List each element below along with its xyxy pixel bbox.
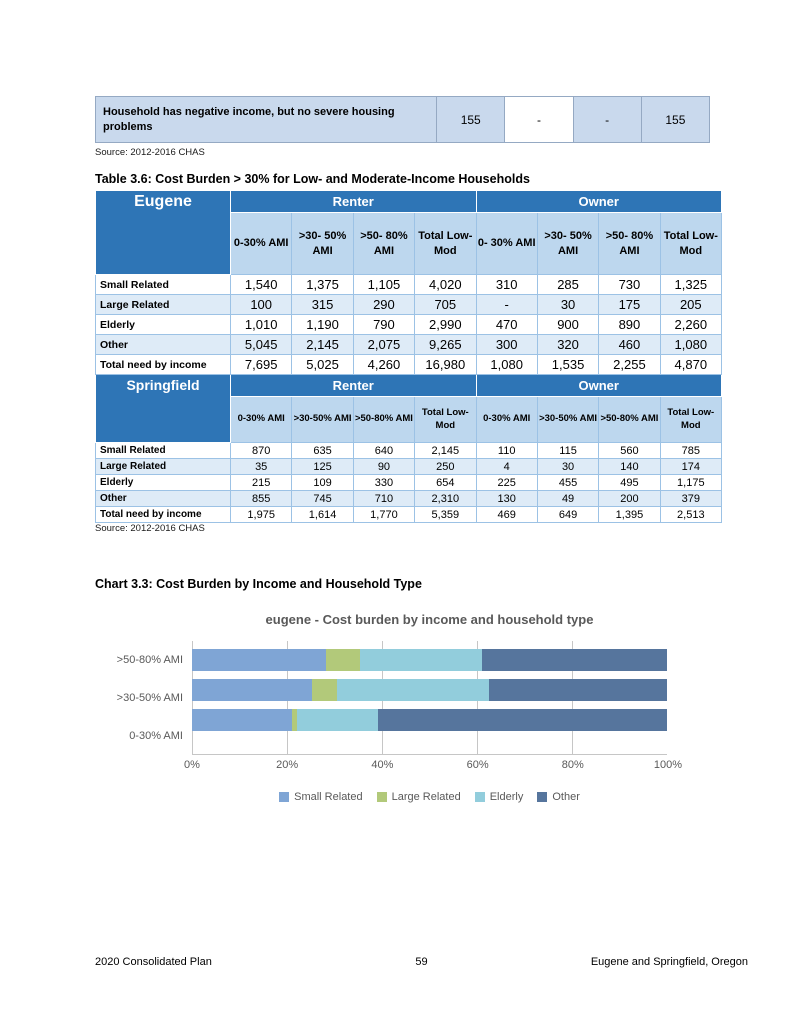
bar-segment-small-related	[192, 679, 312, 701]
column-header: 0-30% AMI	[476, 397, 537, 443]
data-cell: 4,020	[415, 275, 476, 295]
header-row	[96, 375, 722, 397]
chart-heading: Chart 3.3: Cost Burden by Income and Household Type	[95, 577, 422, 591]
table-row	[96, 491, 722, 507]
plot-area	[192, 641, 667, 755]
data-cell: 870	[231, 443, 292, 459]
table-row	[96, 459, 722, 475]
data-cell: 200	[599, 491, 660, 507]
footer-left: 2020 Consolidated Plan	[95, 956, 212, 968]
legend-item	[279, 791, 362, 803]
column-header: >30-50% AMI	[537, 397, 598, 443]
data-cell: 560	[599, 443, 660, 459]
data-cell: 705	[415, 295, 476, 315]
data-cell: 654	[415, 475, 476, 491]
bar-segment-elderly	[360, 649, 483, 671]
tenure-header-renter: Renter	[231, 191, 477, 213]
data-cell: 109	[292, 475, 353, 491]
data-cell: 4	[476, 459, 537, 475]
bar-segment-elderly	[337, 679, 488, 701]
data-cell: 710	[353, 491, 414, 507]
table-row	[96, 355, 722, 375]
legend-swatch	[279, 792, 289, 802]
data-cell: 175	[599, 295, 660, 315]
data-cell: 1,770	[353, 507, 414, 523]
bar-segment-elderly	[297, 709, 377, 731]
data-cell: 790	[353, 315, 414, 335]
cost-burden-table	[95, 190, 722, 523]
row-label: Other	[96, 491, 231, 507]
table-row	[96, 335, 722, 355]
data-cell: 1,975	[231, 507, 292, 523]
row-label: Large Related	[96, 295, 231, 315]
stacked-bar	[192, 709, 667, 731]
negative-income-table	[95, 96, 710, 143]
data-cell: 205	[660, 295, 721, 315]
column-header: >50-80% AMI	[599, 397, 660, 443]
column-header: Total Low-Mod	[415, 397, 476, 443]
table-row	[96, 443, 722, 459]
data-cell: 320	[537, 335, 598, 355]
x-tick-label: 40%	[371, 759, 394, 771]
data-cell: 125	[292, 459, 353, 475]
data-cell: 155	[641, 97, 709, 143]
data-cell: 7,695	[231, 355, 292, 375]
bar-segment-small-related	[192, 649, 326, 671]
data-cell: 1,190	[292, 315, 353, 335]
data-cell: 225	[476, 475, 537, 491]
data-cell: 16,980	[415, 355, 476, 375]
legend-swatch	[377, 792, 387, 802]
data-cell: 649	[537, 507, 598, 523]
data-cell: -	[476, 295, 537, 315]
data-cell: 30	[537, 295, 598, 315]
x-tick-label: 100%	[653, 759, 683, 771]
stacked-bar	[192, 679, 667, 701]
data-cell: 640	[353, 443, 414, 459]
data-cell: 470	[476, 315, 537, 335]
column-header: Total Low- Mod	[660, 213, 721, 275]
x-tick-label: 0%	[184, 759, 200, 771]
city-header-eugene: Eugene	[96, 191, 231, 275]
category-label: 0-30% AMI	[129, 730, 183, 742]
data-cell: 330	[353, 475, 414, 491]
data-cell: 2,310	[415, 491, 476, 507]
data-cell: 1,080	[660, 335, 721, 355]
data-cell: 130	[476, 491, 537, 507]
stacked-bar	[192, 649, 667, 671]
legend-swatch	[537, 792, 547, 802]
x-tick-label: 60%	[466, 759, 489, 771]
data-cell: 5,359	[415, 507, 476, 523]
data-cell: -	[505, 97, 573, 143]
data-cell: 455	[537, 475, 598, 491]
bar-segment-other	[378, 709, 667, 731]
tenure-header-owner: Owner	[476, 375, 722, 397]
legend-label: Small Related	[294, 791, 363, 803]
data-cell: 2,255	[599, 355, 660, 375]
city-header-springfield: Springfield	[96, 375, 231, 443]
data-cell: 115	[537, 443, 598, 459]
bar-segment-other	[482, 649, 667, 671]
data-cell: 469	[476, 507, 537, 523]
legend-label: Large Related	[391, 791, 461, 803]
bar-segment-small-related	[192, 709, 292, 731]
data-cell: 140	[599, 459, 660, 475]
data-cell: 1,395	[599, 507, 660, 523]
table-title: Table 3.6: Cost Burden > 30% for Low- and Moderate-Income Households	[95, 172, 530, 186]
data-cell: 1,175	[660, 475, 721, 491]
row-label: Household has negative income, but no severe housing problems	[96, 97, 437, 143]
data-cell: 5,045	[231, 335, 292, 355]
legend-item	[475, 791, 524, 803]
data-cell: 495	[599, 475, 660, 491]
table-row	[96, 295, 722, 315]
data-cell: 785	[660, 443, 721, 459]
legend-swatch	[475, 792, 485, 802]
data-cell: 35	[231, 459, 292, 475]
table-row	[96, 475, 722, 491]
data-cell: 90	[353, 459, 414, 475]
legend-label: Other	[552, 791, 580, 803]
row-label: Small Related	[96, 275, 231, 295]
data-cell: 250	[415, 459, 476, 475]
category-label: >30-50% AMI	[116, 692, 183, 704]
data-cell: 379	[660, 491, 721, 507]
data-cell: 4,870	[660, 355, 721, 375]
bar-segment-large-related	[312, 679, 337, 701]
row-label: Large Related	[96, 459, 231, 475]
column-header: >50- 80% AMI	[599, 213, 660, 275]
data-cell: 1,105	[353, 275, 414, 295]
data-cell: 890	[599, 315, 660, 335]
data-cell: 635	[292, 443, 353, 459]
row-label: Elderly	[96, 475, 231, 491]
data-cell: 30	[537, 459, 598, 475]
row-label: Other	[96, 335, 231, 355]
data-cell: 5,025	[292, 355, 353, 375]
data-cell: 1,535	[537, 355, 598, 375]
data-cell: 174	[660, 459, 721, 475]
legend-label: Elderly	[489, 791, 524, 803]
page-number: 59	[415, 956, 428, 968]
bar-segment-other	[489, 679, 667, 701]
data-cell: 2,145	[415, 443, 476, 459]
tenure-header-renter: Renter	[231, 375, 477, 397]
data-cell: 745	[292, 491, 353, 507]
bar-segment-large-related	[326, 649, 360, 671]
header-row	[96, 191, 722, 213]
chart-canvas	[95, 641, 707, 755]
data-cell: 9,265	[415, 335, 476, 355]
cost-burden-chart	[95, 604, 707, 803]
column-header: Total Low- Mod	[660, 397, 721, 443]
data-cell: 1,080	[476, 355, 537, 375]
column-header: >30- 50% AMI	[537, 213, 598, 275]
data-cell: 2,513	[660, 507, 721, 523]
row-label: Total need by income	[96, 507, 231, 523]
data-cell: 290	[353, 295, 414, 315]
x-tick-label: 80%	[561, 759, 584, 771]
legend-item	[377, 791, 461, 803]
data-cell: 460	[599, 335, 660, 355]
data-cell: 2,145	[292, 335, 353, 355]
data-cell: -	[573, 97, 641, 143]
column-header: 0-30% AMI	[231, 397, 292, 443]
data-cell: 285	[537, 275, 598, 295]
category-axis	[95, 641, 192, 755]
data-cell: 855	[231, 491, 292, 507]
data-cell: 1,614	[292, 507, 353, 523]
data-cell: 730	[599, 275, 660, 295]
column-header: >30-50% AMI	[292, 397, 353, 443]
page-footer	[95, 956, 748, 972]
data-cell: 49	[537, 491, 598, 507]
table-row	[96, 315, 722, 335]
table-row	[96, 507, 722, 523]
data-cell: 1,375	[292, 275, 353, 295]
data-cell: 1,325	[660, 275, 721, 295]
table-row	[96, 97, 710, 143]
data-cell: 1,010	[231, 315, 292, 335]
x-tick-label: 20%	[276, 759, 299, 771]
column-header: Total Low- Mod	[415, 213, 476, 275]
source-note: Source: 2012-2016 CHAS	[95, 523, 205, 534]
chart-title: eugene - Cost burden by income and household type	[265, 612, 594, 627]
data-cell: 900	[537, 315, 598, 335]
column-header: >50- 80% AMI	[353, 213, 414, 275]
x-axis	[184, 759, 683, 773]
footer-right: Eugene and Springfield, Oregon	[590, 956, 748, 968]
data-cell: 4,260	[353, 355, 414, 375]
data-cell: 300	[476, 335, 537, 355]
column-header: 0- 30% AMI	[476, 213, 537, 275]
data-cell: 315	[292, 295, 353, 315]
chart-legend	[192, 791, 667, 803]
source-note: Source: 2012-2016 CHAS	[95, 147, 205, 158]
data-cell: 2,075	[353, 335, 414, 355]
tenure-header-owner: Owner	[476, 191, 722, 213]
legend-item	[537, 791, 580, 803]
data-cell: 2,260	[660, 315, 721, 335]
row-label: Small Related	[96, 443, 231, 459]
table-row	[96, 275, 722, 295]
column-header: 0-30% AMI	[231, 213, 292, 275]
data-cell: 1,540	[231, 275, 292, 295]
column-header: >50-80% AMI	[353, 397, 414, 443]
data-cell: 310	[476, 275, 537, 295]
data-cell: 155	[437, 97, 505, 143]
row-label: Total need by income	[96, 355, 231, 375]
category-label: >50-80% AMI	[116, 654, 183, 666]
data-cell: 2,990	[415, 315, 476, 335]
column-header: >30- 50% AMI	[292, 213, 353, 275]
data-cell: 110	[476, 443, 537, 459]
data-cell: 100	[231, 295, 292, 315]
row-label: Elderly	[96, 315, 231, 335]
data-cell: 215	[231, 475, 292, 491]
